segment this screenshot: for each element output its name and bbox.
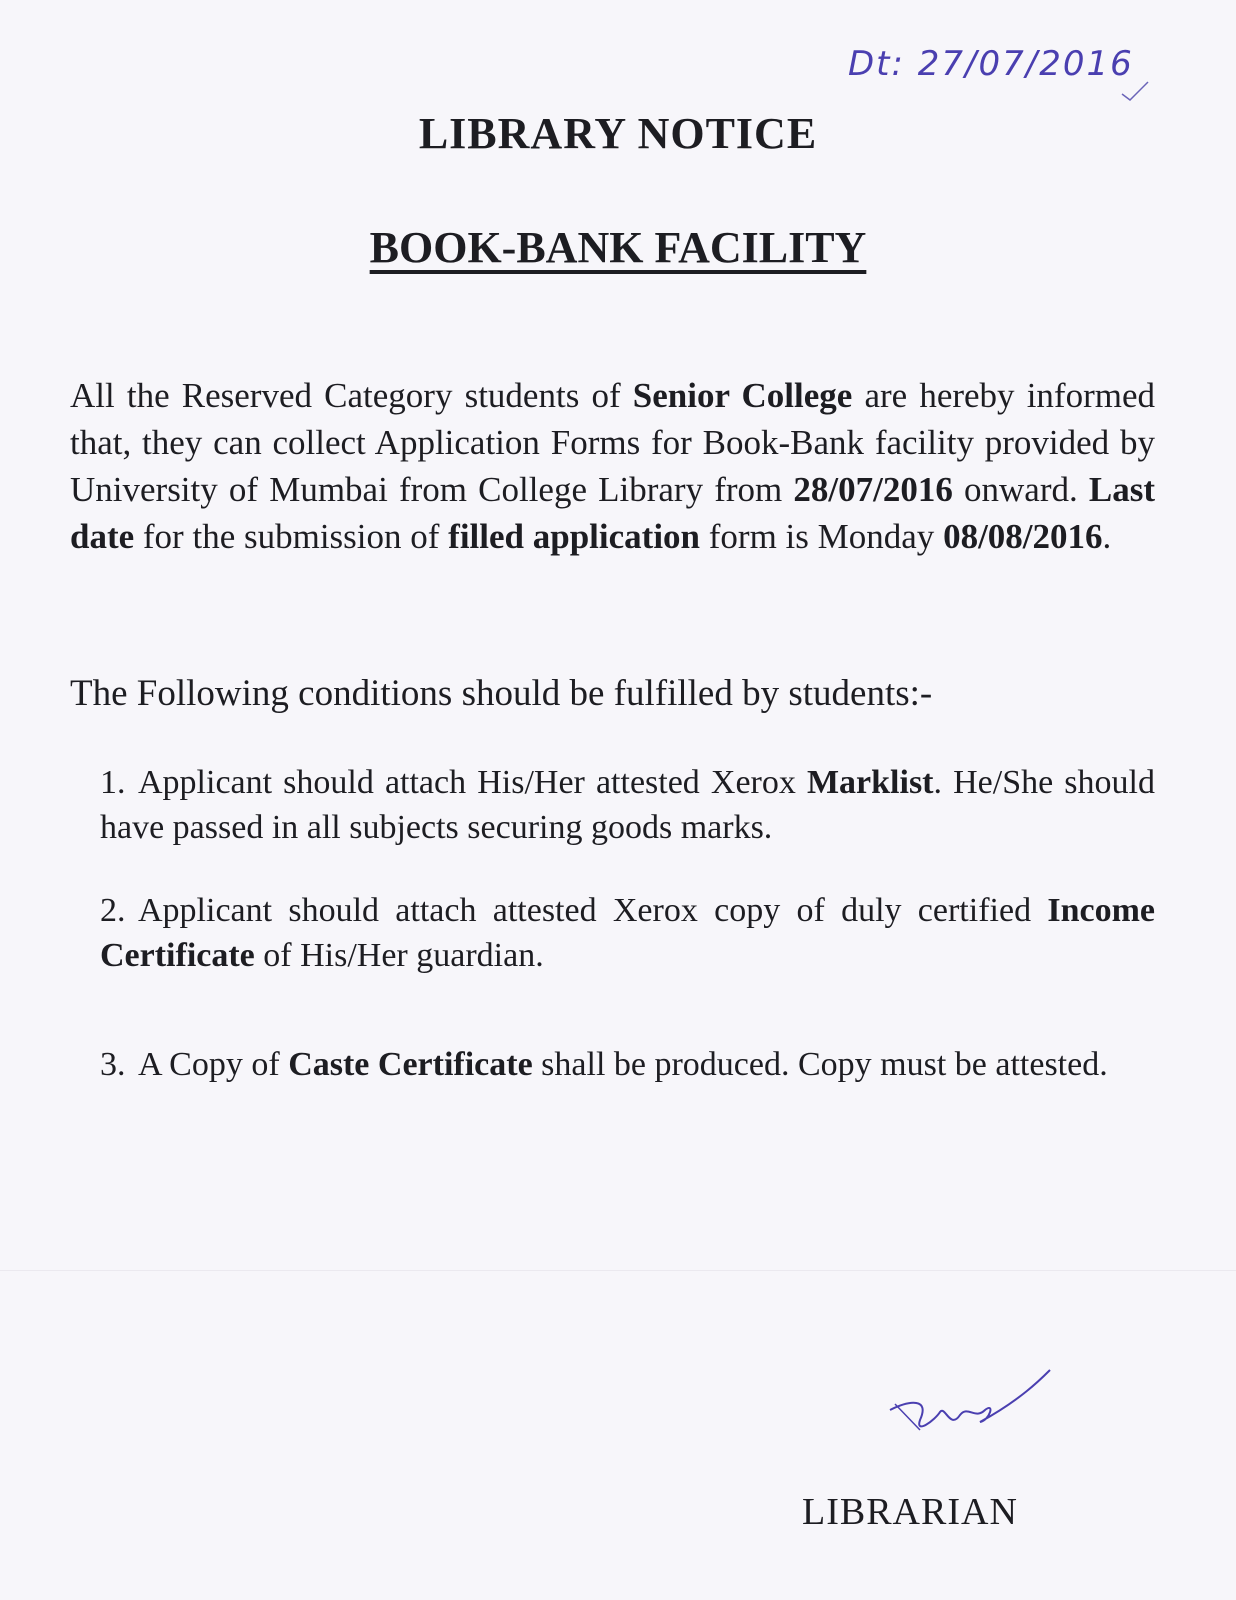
notice-subheading: BOOK-BANK FACILITY (369, 223, 867, 272)
signatory-title: LIBRARIAN (802, 1491, 1018, 1533)
handwritten-date: Dt: 27/07/2016 (848, 44, 1134, 84)
notice-heading: LIBRARY NOTICE (418, 109, 818, 158)
signature (880, 1360, 1060, 1450)
condition-item: 1. Applicant should attach His/Her attested Xerox Marklist. He/She should have passed in all subjects securing goods marks. (100, 764, 1155, 846)
paper-fold-line (0, 1270, 1236, 1271)
conditions-heading: The Following conditions should be fulfilled by students:- (70, 673, 933, 714)
condition-item: 2. Applicant should attach attested Xerox copy of duly certified Income Certificate of His/Her guardian. (100, 892, 1155, 974)
check-mark-icon (1120, 80, 1150, 104)
notice-paragraph: All the Reserved Category students of Senior College are hereby informed that, they can collect Application Forms for Book-Bank facility provided by University of Mumbai from College Library from 28/07/2016 onward. Last date for the submission of filled application form is Monday 08/08/2016. (70, 376, 1156, 556)
condition-item: 3. A Copy of Caste Certificate shall be produced. Copy must be attested. (100, 1046, 1108, 1083)
